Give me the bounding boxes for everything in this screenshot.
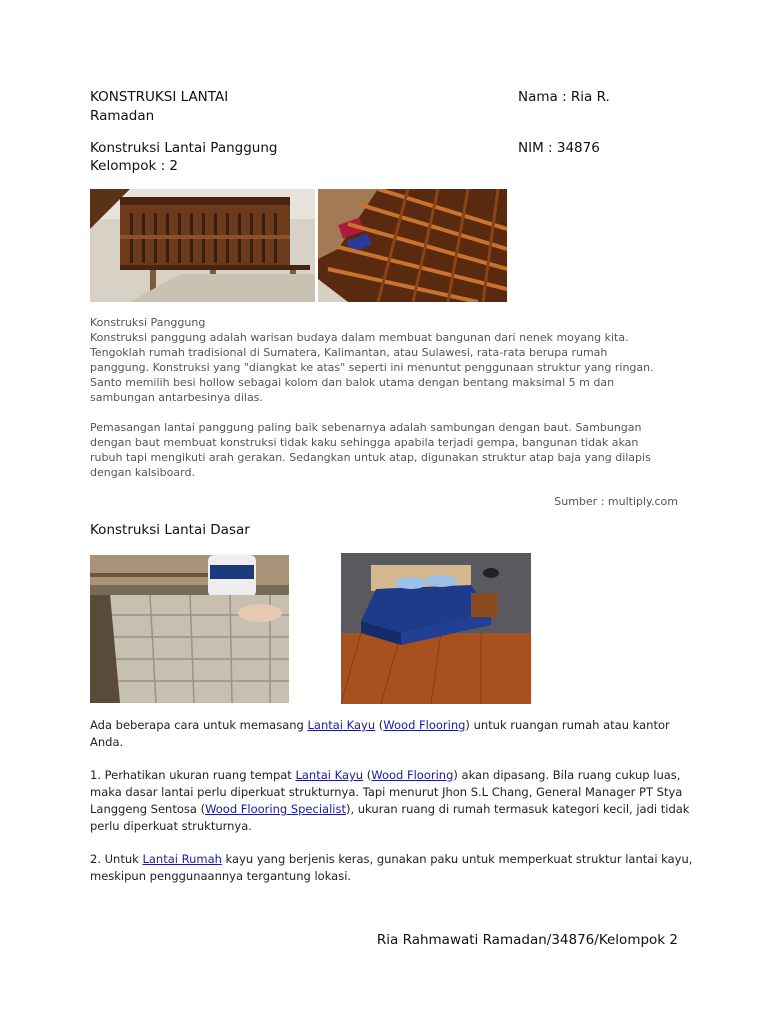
section2-item1 [90, 767, 710, 835]
item1-text: Langgeng Sentosa ( [90, 802, 206, 816]
p2-line: dengan baut membuat konstruksi tidak kaku sehingga apabila terjadi gempa, bangunan tidak akan [90, 436, 639, 449]
intro-text: ) untuk ruangan rumah atau kantor [465, 718, 670, 732]
doc-title: KONSTRUKSI LANTAI [90, 89, 229, 105]
p1-line: Santo memilih besi hollow sebagai kolom dan balok utama dengan bentang maksimal 5 m dan [90, 376, 615, 389]
p2-line: rubuh tapi mengikuti arah gerakan. Sedangkan untuk atap, digunakan struktur atap baja yang dilapis [90, 451, 651, 464]
item1-text: ), ukuran ruang di rumah termasuk kategori kecil, jadi tidak [345, 802, 690, 816]
tile-floor-image [90, 555, 289, 703]
link-wood-flooring[interactable]: Wood Flooring [383, 718, 466, 732]
p1-line: panggung. Konstruksi yang "diangkat ke atas" seperti ini menuntut penggunaan struktur yang ringan. [90, 361, 654, 374]
p1-line: Tengoklah rumah tradisional di Sumatera, Kalimantan, atau Sulawesi, rata-rata berupa rumah [90, 346, 608, 359]
link-wood-flooring-2[interactable]: Wood Flooring [371, 768, 454, 782]
intro-text: Ada beberapa cara untuk memasang [90, 718, 308, 732]
section1-paragraph2 [90, 420, 690, 480]
item1-text: 1. Perhatikan ukuran ruang tempat [90, 768, 296, 782]
link-lantai-kayu-2[interactable]: Lantai Kayu [295, 768, 364, 782]
section2-intro [90, 717, 710, 751]
item1-paren: ( [363, 768, 372, 782]
intro-text: Anda. [90, 735, 124, 749]
link-lantai-rumah[interactable]: Lantai Rumah [142, 852, 222, 866]
link-wood-flooring-specialist[interactable]: Wood Flooring Specialist [205, 802, 346, 816]
group-label: Kelompok : 2 [90, 158, 179, 174]
item2-text: kayu yang berjenis keras, gunakan paku untuk memperkuat struktur lantai kayu, [221, 852, 693, 866]
doc-subtitle: Konstruksi Lantai Panggung [90, 140, 278, 156]
floor-frame-image [318, 189, 507, 302]
student-name: Nama : Ria R. [518, 89, 610, 105]
p1-line: Konstruksi panggung adalah warisan budaya dalam membuat bangunan dari nenek moyang kita. [90, 331, 629, 344]
link-lantai-kayu[interactable]: Lantai Kayu [307, 718, 376, 732]
item1-text: ) akan dipasang. Bila ruang cukup luas, [453, 768, 681, 782]
item2-text: 2. Untuk [90, 852, 143, 866]
item2-text: meskipun penggunaannya tergantung lokasi. [90, 869, 352, 883]
source-credit: Sumber : multiply.com [554, 495, 678, 508]
p2-line: Pemasangan lantai panggung paling baik sebenarnya adalah sambungan dengan baut. Sambungan [90, 421, 642, 434]
stilt-house-image [90, 189, 315, 302]
bedroom-image [341, 553, 531, 704]
student-name-continued: Ramadan [90, 108, 155, 124]
student-nim: NIM : 34876 [518, 140, 600, 156]
section2-item2 [90, 851, 710, 885]
section2-heading: Konstruksi Lantai Dasar [90, 522, 250, 538]
section1-caption: Konstruksi Panggung [90, 316, 206, 329]
footer-signature: Ria Rahmawati Ramadan/34876/Kelompok 2 [376, 932, 678, 948]
p1-line: sambungan antarbesinya dilas. [90, 391, 263, 404]
intro-paren: ( [375, 718, 384, 732]
p2-line: dengan kalsiboard. [90, 466, 195, 479]
item1-text: perlu diperkuat strukturnya. [90, 819, 252, 833]
item1-text: maka dasar lantai perlu diperkuat strukturnya. Tapi menurut Jhon S.L Chang, General Manager PT Stya [90, 785, 683, 799]
section1-paragraph1 [90, 330, 690, 405]
